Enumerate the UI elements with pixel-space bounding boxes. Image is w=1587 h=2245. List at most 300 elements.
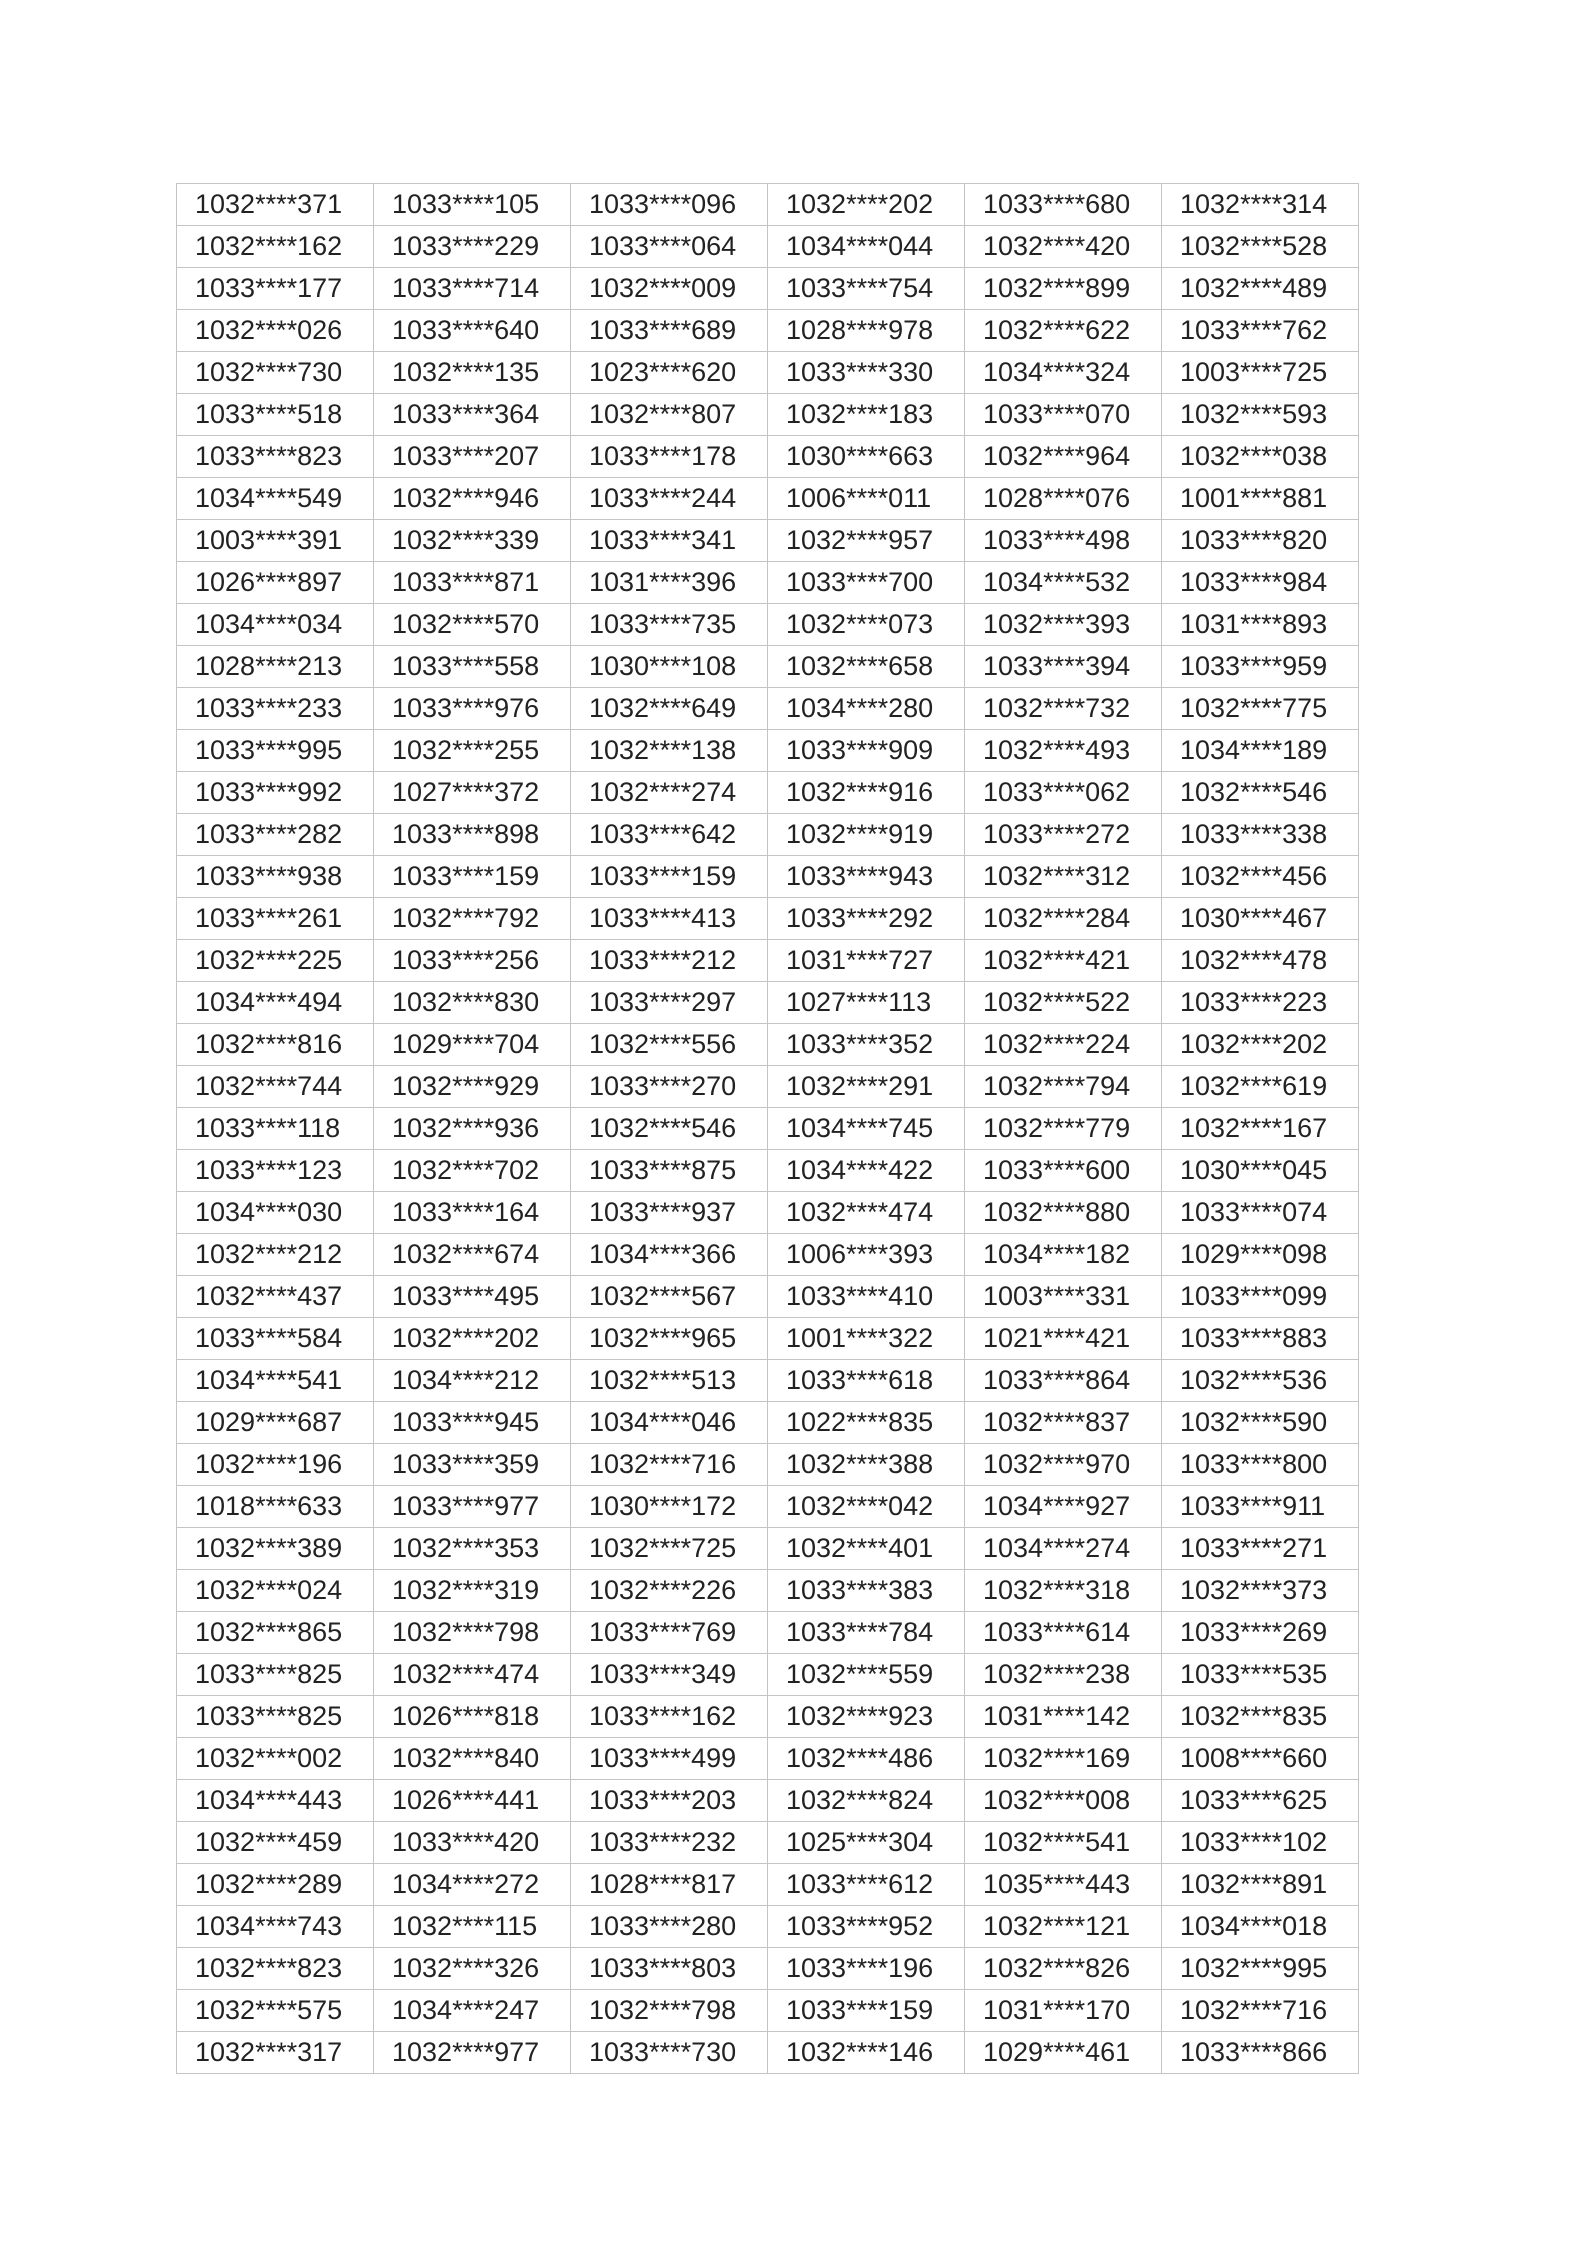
table-cell: 1033****992 xyxy=(177,772,374,814)
table-cell: 1032****840 xyxy=(374,1738,571,1780)
table-row xyxy=(177,1906,1359,1948)
table-row xyxy=(177,1612,1359,1654)
table-cell: 1033****223 xyxy=(1162,982,1359,1024)
table-cell: 1032****794 xyxy=(965,1066,1162,1108)
table-cell: 1033****518 xyxy=(177,394,374,436)
table-cell: 1032****115 xyxy=(374,1906,571,1948)
table-cell: 1033****909 xyxy=(768,730,965,772)
table-cell: 1033****584 xyxy=(177,1318,374,1360)
table-cell: 1033****825 xyxy=(177,1696,374,1738)
table-cell: 1034****046 xyxy=(571,1402,768,1444)
table-cell: 1032****536 xyxy=(1162,1360,1359,1402)
table-cell: 1032****255 xyxy=(374,730,571,772)
table-row xyxy=(177,1738,1359,1780)
table-cell: 1032****977 xyxy=(374,2032,571,2074)
table-cell: 1032****437 xyxy=(177,1276,374,1318)
table-cell: 1032****798 xyxy=(374,1612,571,1654)
table-cell: 1032****559 xyxy=(768,1654,965,1696)
table-cell: 1032****716 xyxy=(571,1444,768,1486)
table-cell: 1006****011 xyxy=(768,478,965,520)
table-cell: 1026****818 xyxy=(374,1696,571,1738)
table-cell: 1001****322 xyxy=(768,1318,965,1360)
table-cell: 1033****612 xyxy=(768,1864,965,1906)
table-cell: 1032****038 xyxy=(1162,436,1359,478)
table-cell: 1033****159 xyxy=(571,856,768,898)
table-row xyxy=(177,856,1359,898)
table-cell: 1032****489 xyxy=(1162,268,1359,310)
table-cell: 1033****938 xyxy=(177,856,374,898)
table-cell: 1033****270 xyxy=(571,1066,768,1108)
table-cell: 1032****202 xyxy=(768,184,965,226)
table-cell: 1035****443 xyxy=(965,1864,1162,1906)
table-cell: 1008****660 xyxy=(1162,1738,1359,1780)
table-cell: 1033****898 xyxy=(374,814,571,856)
table-cell: 1033****952 xyxy=(768,1906,965,1948)
table-cell: 1032****880 xyxy=(965,1192,1162,1234)
table-cell: 1032****865 xyxy=(177,1612,374,1654)
table-cell: 1032****291 xyxy=(768,1066,965,1108)
table-cell: 1032****570 xyxy=(374,604,571,646)
table-cell: 1033****292 xyxy=(768,898,965,940)
table-cell: 1033****762 xyxy=(1162,310,1359,352)
table-cell: 1032****824 xyxy=(768,1780,965,1822)
table-cell: 1033****196 xyxy=(768,1948,965,1990)
table-cell: 1032****575 xyxy=(177,1990,374,2032)
table-cell: 1033****959 xyxy=(1162,646,1359,688)
table-cell: 1032****964 xyxy=(965,436,1162,478)
table-cell: 1033****123 xyxy=(177,1150,374,1192)
table-cell: 1023****620 xyxy=(571,352,768,394)
table-row xyxy=(177,688,1359,730)
table-cell: 1031****396 xyxy=(571,562,768,604)
table-row xyxy=(177,1444,1359,1486)
table-cell: 1032****393 xyxy=(965,604,1162,646)
table-row xyxy=(177,184,1359,226)
table-cell: 1032****026 xyxy=(177,310,374,352)
table-cell: 1032****371 xyxy=(177,184,374,226)
table-row xyxy=(177,772,1359,814)
table-cell: 1028****076 xyxy=(965,478,1162,520)
table-cell: 1032****730 xyxy=(177,352,374,394)
table-cell: 1033****600 xyxy=(965,1150,1162,1192)
table-cell: 1032****353 xyxy=(374,1528,571,1570)
table-cell: 1032****658 xyxy=(768,646,965,688)
table-cell: 1032****169 xyxy=(965,1738,1162,1780)
table-cell: 1032****546 xyxy=(1162,772,1359,814)
table-row xyxy=(177,268,1359,310)
table-cell: 1032****923 xyxy=(768,1696,965,1738)
table-cell: 1028****213 xyxy=(177,646,374,688)
table-cell: 1032****513 xyxy=(571,1360,768,1402)
table-cell: 1030****172 xyxy=(571,1486,768,1528)
table-cell: 1032****478 xyxy=(1162,940,1359,982)
table-cell: 1033****102 xyxy=(1162,1822,1359,1864)
table-cell: 1032****339 xyxy=(374,520,571,562)
table-cell: 1032****474 xyxy=(374,1654,571,1696)
table-cell: 1027****372 xyxy=(374,772,571,814)
table-cell: 1032****970 xyxy=(965,1444,1162,1486)
table-cell: 1032****798 xyxy=(571,1990,768,2032)
table-cell: 1032****326 xyxy=(374,1948,571,1990)
table-cell: 1032****274 xyxy=(571,772,768,814)
table-row xyxy=(177,310,1359,352)
table-cell: 1032****389 xyxy=(177,1528,374,1570)
table-cell: 1033****261 xyxy=(177,898,374,940)
table-row xyxy=(177,1108,1359,1150)
table-row xyxy=(177,1360,1359,1402)
table-row xyxy=(177,1948,1359,1990)
table-cell: 1032****420 xyxy=(965,226,1162,268)
table-cell: 1001****881 xyxy=(1162,478,1359,520)
table-row xyxy=(177,1780,1359,1822)
table-row xyxy=(177,1024,1359,1066)
table-cell: 1032****002 xyxy=(177,1738,374,1780)
table-cell: 1032****957 xyxy=(768,520,965,562)
table-cell: 1033****995 xyxy=(177,730,374,772)
table-cell: 1032****486 xyxy=(768,1738,965,1780)
table-cell: 1032****317 xyxy=(177,2032,374,2074)
table-cell: 1032****619 xyxy=(1162,1066,1359,1108)
table-cell: 1032****314 xyxy=(1162,184,1359,226)
table-row xyxy=(177,1192,1359,1234)
table-cell: 1033****099 xyxy=(1162,1276,1359,1318)
table-cell: 1032****929 xyxy=(374,1066,571,1108)
table-row xyxy=(177,478,1359,520)
table-cell: 1033****689 xyxy=(571,310,768,352)
id-table-body xyxy=(177,184,1359,2074)
table-cell: 1032****792 xyxy=(374,898,571,940)
table-cell: 1032****837 xyxy=(965,1402,1162,1444)
table-row xyxy=(177,1696,1359,1738)
table-cell: 1032****965 xyxy=(571,1318,768,1360)
table-cell: 1032****401 xyxy=(768,1528,965,1570)
table-cell: 1033****207 xyxy=(374,436,571,478)
table-cell: 1032****312 xyxy=(965,856,1162,898)
table-row xyxy=(177,1654,1359,1696)
table-row xyxy=(177,604,1359,646)
table-cell: 1034****030 xyxy=(177,1192,374,1234)
table-cell: 1030****663 xyxy=(768,436,965,478)
table-cell: 1033****823 xyxy=(177,436,374,478)
table-cell: 1034****324 xyxy=(965,352,1162,394)
table-cell: 1033****535 xyxy=(1162,1654,1359,1696)
table-cell: 1033****349 xyxy=(571,1654,768,1696)
table-cell: 1033****730 xyxy=(571,2032,768,2074)
table-cell: 1031****142 xyxy=(965,1696,1162,1738)
table-cell: 1033****558 xyxy=(374,646,571,688)
table-cell: 1032****826 xyxy=(965,1948,1162,1990)
table-cell: 1032****995 xyxy=(1162,1948,1359,1990)
table-cell: 1034****247 xyxy=(374,1990,571,2032)
table-cell: 1032****830 xyxy=(374,982,571,1024)
table-cell: 1032****459 xyxy=(177,1822,374,1864)
table-cell: 1033****784 xyxy=(768,1612,965,1654)
table-cell: 1022****835 xyxy=(768,1402,965,1444)
table-cell: 1032****167 xyxy=(1162,1108,1359,1150)
table-cell: 1032****593 xyxy=(1162,394,1359,436)
table-cell: 1034****443 xyxy=(177,1780,374,1822)
table-row xyxy=(177,1570,1359,1612)
table-cell: 1032****541 xyxy=(965,1822,1162,1864)
table-cell: 1033****700 xyxy=(768,562,965,604)
table-cell: 1033****272 xyxy=(965,814,1162,856)
table-cell: 1033****159 xyxy=(374,856,571,898)
table-cell: 1026****897 xyxy=(177,562,374,604)
table-cell: 1033****074 xyxy=(1162,1192,1359,1234)
table-cell: 1003****331 xyxy=(965,1276,1162,1318)
table-cell: 1033****875 xyxy=(571,1150,768,1192)
table-cell: 1033****159 xyxy=(768,1990,965,2032)
table-cell: 1033****945 xyxy=(374,1402,571,1444)
table-cell: 1032****289 xyxy=(177,1864,374,1906)
table-cell: 1033****642 xyxy=(571,814,768,856)
table-cell: 1034****745 xyxy=(768,1108,965,1150)
table-cell: 1032****373 xyxy=(1162,1570,1359,1612)
table-cell: 1033****271 xyxy=(1162,1528,1359,1570)
table-cell: 1033****714 xyxy=(374,268,571,310)
table-cell: 1032****202 xyxy=(374,1318,571,1360)
table-cell: 1033****413 xyxy=(571,898,768,940)
table-cell: 1032****421 xyxy=(965,940,1162,982)
table-cell: 1029****704 xyxy=(374,1024,571,1066)
table-cell: 1033****203 xyxy=(571,1780,768,1822)
table-cell: 1026****441 xyxy=(374,1780,571,1822)
table-cell: 1032****135 xyxy=(374,352,571,394)
table-cell: 1034****532 xyxy=(965,562,1162,604)
table-cell: 1032****202 xyxy=(1162,1024,1359,1066)
table-cell: 1003****391 xyxy=(177,520,374,562)
table-cell: 1034****541 xyxy=(177,1360,374,1402)
table-cell: 1033****256 xyxy=(374,940,571,982)
table-cell: 1034****366 xyxy=(571,1234,768,1276)
table-cell: 1030****045 xyxy=(1162,1150,1359,1192)
table-cell: 1033****118 xyxy=(177,1108,374,1150)
table-cell: 1034****272 xyxy=(374,1864,571,1906)
table-cell: 1033****096 xyxy=(571,184,768,226)
table-cell: 1030****108 xyxy=(571,646,768,688)
table-cell: 1033****977 xyxy=(374,1486,571,1528)
table-cell: 1034****549 xyxy=(177,478,374,520)
table-cell: 1032****493 xyxy=(965,730,1162,772)
table-cell: 1033****769 xyxy=(571,1612,768,1654)
table-row xyxy=(177,940,1359,982)
table-cell: 1034****182 xyxy=(965,1234,1162,1276)
table-cell: 1034****743 xyxy=(177,1906,374,1948)
table-cell: 1006****393 xyxy=(768,1234,965,1276)
table-cell: 1033****495 xyxy=(374,1276,571,1318)
table-cell: 1033****640 xyxy=(374,310,571,352)
table-cell: 1033****062 xyxy=(965,772,1162,814)
table-cell: 1033****341 xyxy=(571,520,768,562)
table-cell: 1033****282 xyxy=(177,814,374,856)
table-cell: 1034****422 xyxy=(768,1150,965,1192)
table-cell: 1032****009 xyxy=(571,268,768,310)
table-cell: 1032****779 xyxy=(965,1108,1162,1150)
table-cell: 1032****196 xyxy=(177,1444,374,1486)
table-cell: 1032****456 xyxy=(1162,856,1359,898)
table-cell: 1032****919 xyxy=(768,814,965,856)
table-cell: 1031****893 xyxy=(1162,604,1359,646)
table-row xyxy=(177,1276,1359,1318)
table-row xyxy=(177,1066,1359,1108)
table-row xyxy=(177,1864,1359,1906)
table-cell: 1033****352 xyxy=(768,1024,965,1066)
table-cell: 1025****304 xyxy=(768,1822,965,1864)
table-cell: 1032****388 xyxy=(768,1444,965,1486)
table-cell: 1033****164 xyxy=(374,1192,571,1234)
table-cell: 1033****871 xyxy=(374,562,571,604)
table-cell: 1032****807 xyxy=(571,394,768,436)
table-cell: 1033****364 xyxy=(374,394,571,436)
table-cell: 1033****911 xyxy=(1162,1486,1359,1528)
table-cell: 1032****238 xyxy=(965,1654,1162,1696)
table-cell: 1032****008 xyxy=(965,1780,1162,1822)
table-cell: 1033****820 xyxy=(1162,520,1359,562)
table-cell: 1032****528 xyxy=(1162,226,1359,268)
table-cell: 1033****244 xyxy=(571,478,768,520)
table-cell: 1034****274 xyxy=(965,1528,1162,1570)
table-cell: 1033****233 xyxy=(177,688,374,730)
table-cell: 1032****702 xyxy=(374,1150,571,1192)
table-cell: 1033****330 xyxy=(768,352,965,394)
table-cell: 1033****864 xyxy=(965,1360,1162,1402)
table-cell: 1031****170 xyxy=(965,1990,1162,2032)
table-cell: 1032****318 xyxy=(965,1570,1162,1612)
table-cell: 1033****984 xyxy=(1162,562,1359,604)
table-cell: 1033****420 xyxy=(374,1822,571,1864)
table-cell: 1032****212 xyxy=(177,1234,374,1276)
table-cell: 1033****680 xyxy=(965,184,1162,226)
table-row xyxy=(177,394,1359,436)
table-cell: 1034****494 xyxy=(177,982,374,1024)
table-cell: 1034****280 xyxy=(768,688,965,730)
table-cell: 1033****280 xyxy=(571,1906,768,1948)
table-cell: 1033****625 xyxy=(1162,1780,1359,1822)
table-cell: 1032****816 xyxy=(177,1024,374,1066)
table-cell: 1032****024 xyxy=(177,1570,374,1612)
table-cell: 1032****162 xyxy=(177,226,374,268)
table-cell: 1032****138 xyxy=(571,730,768,772)
table-cell: 1033****937 xyxy=(571,1192,768,1234)
table-row xyxy=(177,226,1359,268)
table-cell: 1032****899 xyxy=(965,268,1162,310)
table-cell: 1032****284 xyxy=(965,898,1162,940)
table-cell: 1032****319 xyxy=(374,1570,571,1612)
table-cell: 1032****224 xyxy=(965,1024,1162,1066)
table-cell: 1033****297 xyxy=(571,982,768,1024)
table-row xyxy=(177,562,1359,604)
table-cell: 1003****725 xyxy=(1162,352,1359,394)
table-cell: 1033****359 xyxy=(374,1444,571,1486)
table-row xyxy=(177,352,1359,394)
table-cell: 1032****916 xyxy=(768,772,965,814)
table-cell: 1033****394 xyxy=(965,646,1162,688)
table-cell: 1032****649 xyxy=(571,688,768,730)
table-row xyxy=(177,898,1359,940)
table-cell: 1032****732 xyxy=(965,688,1162,730)
table-cell: 1033****383 xyxy=(768,1570,965,1612)
table-cell: 1032****823 xyxy=(177,1948,374,1990)
table-cell: 1032****744 xyxy=(177,1066,374,1108)
table-cell: 1032****891 xyxy=(1162,1864,1359,1906)
table-cell: 1033****943 xyxy=(768,856,965,898)
table-cell: 1032****226 xyxy=(571,1570,768,1612)
table-cell: 1034****927 xyxy=(965,1486,1162,1528)
table-cell: 1032****225 xyxy=(177,940,374,982)
id-number-table xyxy=(176,183,1359,2074)
table-cell: 1021****421 xyxy=(965,1318,1162,1360)
table-cell: 1033****866 xyxy=(1162,2032,1359,2074)
table-cell: 1032****474 xyxy=(768,1192,965,1234)
table-cell: 1032****716 xyxy=(1162,1990,1359,2032)
table-cell: 1032****146 xyxy=(768,2032,965,2074)
table-cell: 1033****499 xyxy=(571,1738,768,1780)
table-cell: 1033****754 xyxy=(768,268,965,310)
table-cell: 1033****269 xyxy=(1162,1612,1359,1654)
table-row xyxy=(177,436,1359,478)
table-cell: 1033****883 xyxy=(1162,1318,1359,1360)
table-cell: 1032****073 xyxy=(768,604,965,646)
table-cell: 1033****105 xyxy=(374,184,571,226)
table-cell: 1033****800 xyxy=(1162,1444,1359,1486)
table-cell: 1034****018 xyxy=(1162,1906,1359,1948)
table-cell: 1034****189 xyxy=(1162,730,1359,772)
table-row xyxy=(177,730,1359,772)
table-row xyxy=(177,1822,1359,1864)
table-cell: 1033****162 xyxy=(571,1696,768,1738)
table-cell: 1034****034 xyxy=(177,604,374,646)
table-row xyxy=(177,1990,1359,2032)
table-row xyxy=(177,520,1359,562)
table-cell: 1027****113 xyxy=(768,982,965,1024)
table-cell: 1028****978 xyxy=(768,310,965,352)
table-cell: 1033****178 xyxy=(571,436,768,478)
table-cell: 1030****467 xyxy=(1162,898,1359,940)
table-row xyxy=(177,1234,1359,1276)
table-cell: 1028****817 xyxy=(571,1864,768,1906)
table-cell: 1032****121 xyxy=(965,1906,1162,1948)
table-cell: 1033****735 xyxy=(571,604,768,646)
table-cell: 1029****461 xyxy=(965,2032,1162,2074)
table-cell: 1018****633 xyxy=(177,1486,374,1528)
table-cell: 1033****064 xyxy=(571,226,768,268)
table-cell: 1033****618 xyxy=(768,1360,965,1402)
table-cell: 1033****177 xyxy=(177,268,374,310)
table-row xyxy=(177,2032,1359,2074)
table-cell: 1032****522 xyxy=(965,982,1162,1024)
table-row xyxy=(177,1402,1359,1444)
table-cell: 1033****212 xyxy=(571,940,768,982)
table-cell: 1033****976 xyxy=(374,688,571,730)
table-cell: 1034****044 xyxy=(768,226,965,268)
table-cell: 1033****803 xyxy=(571,1948,768,1990)
table-cell: 1033****229 xyxy=(374,226,571,268)
table-cell: 1033****614 xyxy=(965,1612,1162,1654)
table-cell: 1032****546 xyxy=(571,1108,768,1150)
table-cell: 1033****232 xyxy=(571,1822,768,1864)
table-cell: 1032****183 xyxy=(768,394,965,436)
table-cell: 1032****042 xyxy=(768,1486,965,1528)
table-cell: 1029****687 xyxy=(177,1402,374,1444)
table-row xyxy=(177,646,1359,688)
table-cell: 1033****338 xyxy=(1162,814,1359,856)
table-cell: 1031****727 xyxy=(768,940,965,982)
table-cell: 1032****622 xyxy=(965,310,1162,352)
table-cell: 1032****946 xyxy=(374,478,571,520)
table-cell: 1032****590 xyxy=(1162,1402,1359,1444)
table-row xyxy=(177,1318,1359,1360)
table-cell: 1032****936 xyxy=(374,1108,571,1150)
